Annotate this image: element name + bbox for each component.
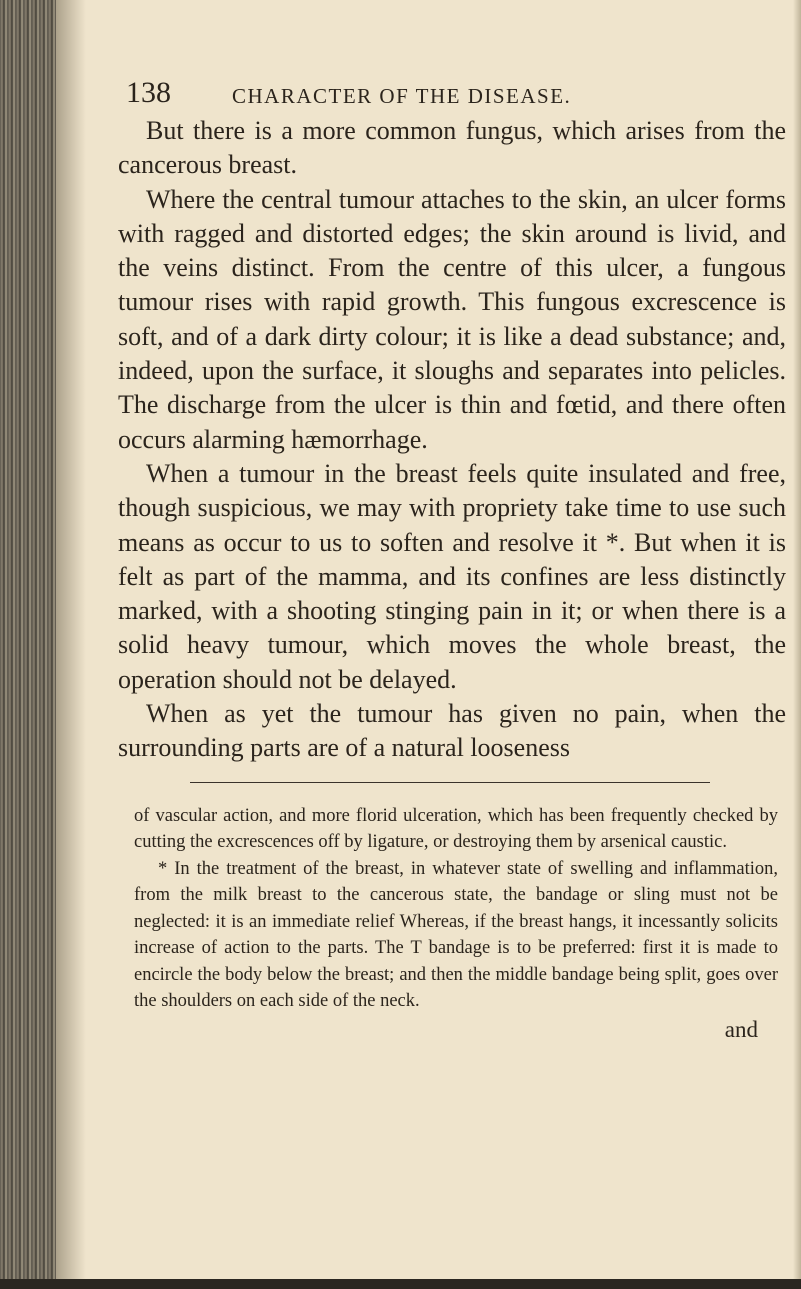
footnote-continuation: of vascular action, and more florid ulceration, which has been frequently checked by cutting the excrescences off by ligature, or destroying them by arsenical caustic.	[134, 805, 778, 853]
page-edge	[793, 0, 801, 1289]
gutter-shadow	[56, 0, 86, 1289]
book-gutter	[0, 0, 56, 1289]
page-header	[118, 70, 786, 114]
footnote-rule	[190, 782, 710, 783]
paragraph: When a tumour in the breast feels quite insulated and free, though suspicious, we may with propriety take time to use such means as occur to us to soften and resolve it *. But when it is felt as part of the mamma, and its confines are less distinctly marked, with a shooting stinging pain in it; or when there is a solid heavy tumour, which moves the whole breast, the operation should not be delayed.	[118, 458, 786, 694]
footnotes	[118, 803, 786, 1043]
footnote: * In the treatment of the breast, in whatever state of swelling and inflammation, from the milk breast to the cancerous state, the bandage or sling must not be neglected: it is an immediate relief Whereas, if the breast hangs, it incessantly solicits increase of action to the parts. The T bandage is to be preferred: first it is made to encircle the body below the breast; and then the middle bandage being split, goes over the shoulders on each side of the neck.	[134, 858, 778, 1012]
main-text	[118, 114, 786, 766]
paragraph: When as yet the tumour has given no pain, when the surrounding parts are of a natural looseness	[118, 699, 786, 763]
running-head: CHARACTER OF THE DISEASE.	[232, 84, 572, 108]
paragraph: Where the central tumour attaches to the skin, an ulcer forms with ragged and distorted edges; the skin around is livid, and the veins distinct. From the centre of this ulcer, a fungous tumour rises with rapid growth. This fungous excrescence is soft, and of a dark dirty colour; it is like a dead substance; and, indeed, upon the surface, it sloughs and separates into pelicles. The discharge from the ulcer is thin and fœtid, and there often occurs alarming hæmorrhage.	[118, 184, 786, 454]
page-number: 138	[126, 76, 171, 109]
book-page	[118, 70, 786, 1043]
catchword: and	[724, 1016, 758, 1042]
paragraph: But there is a more common fungus, which arises from the cancerous breast.	[118, 116, 786, 180]
bottom-edge	[0, 1279, 801, 1289]
